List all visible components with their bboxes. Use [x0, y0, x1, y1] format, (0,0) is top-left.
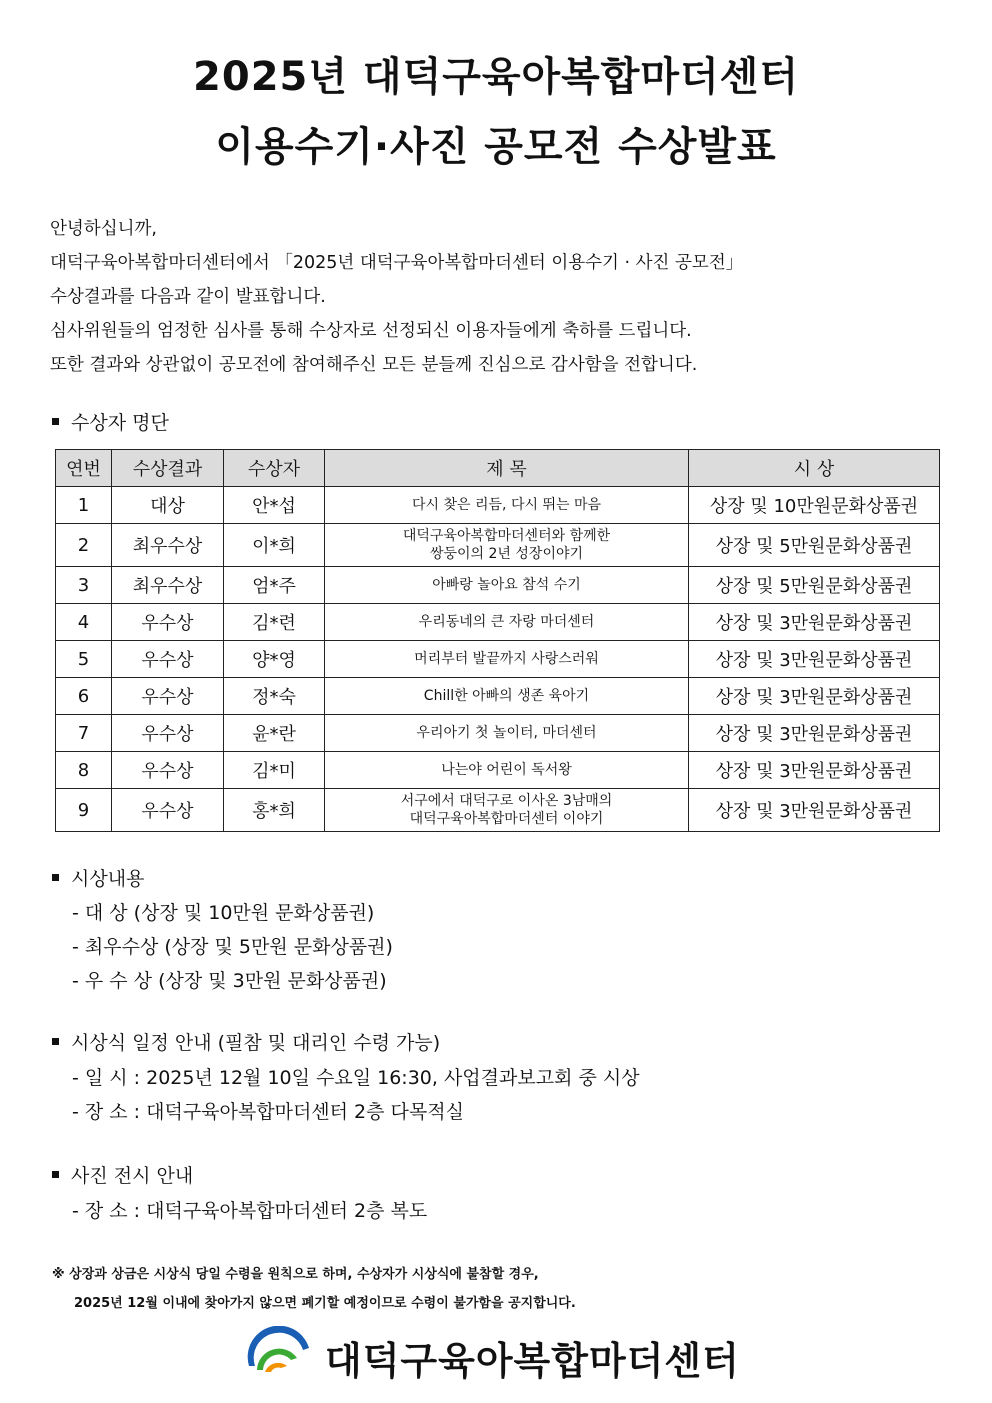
cell-title: [325, 524, 689, 567]
cell-prize: 상장 및 3만원문화상품권: [689, 604, 940, 641]
cell-title-line: 서구에서 대덕구로 이사온 3남매의: [400, 793, 613, 809]
award-item: - 대 상 (상장 및 10만원 문화상품권): [72, 902, 375, 924]
intro-line: 심사위원들의 엄정한 심사를 통해 수상자로 선정되신 이용자들에게 축하를 드립니다.: [50, 321, 692, 341]
cell-result: 대상: [112, 487, 224, 524]
bullet-icon: [52, 1171, 59, 1178]
cell-name: 양*영: [224, 641, 325, 678]
table-row: [56, 604, 940, 641]
cell-prize: 상장 및 3만원문화상품권: [689, 789, 940, 832]
cell-name: 김*미: [224, 752, 325, 789]
cell-title-line: 머리부터 발끝까지 사랑스러워: [414, 651, 599, 667]
bullet-icon: [52, 874, 59, 881]
cell-title-line: 우리아기 첫 놀이터, 마더센터: [416, 725, 597, 741]
cell-prize: 상장 및 3만원문화상품권: [689, 641, 940, 678]
table-row: [56, 641, 940, 678]
cell-title-line: 아빠랑 놀아요 참석 수기: [432, 577, 581, 593]
notice-line: 2025년 12월 이내에 찾아가지 않으면 폐기할 예정이므로 수령이 불가함을 공지합니다.: [74, 1296, 576, 1311]
page-title-line1: 2025년 대덕구육아복합마더센터: [193, 54, 799, 100]
cell-title: [325, 752, 689, 789]
ceremony-item: - 장 소 : 대덕구육아복합마더센터 2층 다목적실: [72, 1101, 464, 1123]
cell-result: 우수상: [112, 604, 224, 641]
header-title: 제 목: [325, 450, 689, 487]
cell-prize: 상장 및 3만원문화상품권: [689, 752, 940, 789]
table-row: [56, 524, 940, 567]
cell-name: 엄*주: [224, 567, 325, 604]
cell-no: 6: [56, 678, 112, 715]
center-logo-icon: [247, 1326, 315, 1374]
header-no: 연번: [56, 450, 112, 487]
cell-title: [325, 567, 689, 604]
cell-name: 이*희: [224, 524, 325, 567]
photo-heading: 사진 전시 안내: [52, 1161, 193, 1188]
cell-title: [325, 641, 689, 678]
bullet-icon: [52, 418, 59, 425]
cell-result: 우수상: [112, 789, 224, 832]
table-header-row: [56, 450, 940, 487]
cell-no: 2: [56, 524, 112, 567]
ceremony-item: - 일 시 : 2025년 12월 10일 수요일 16:30, 사업결과보고회 중 시상: [72, 1067, 640, 1089]
center-logo-text: 대덕구육아복합마더센터: [325, 1339, 740, 1383]
intro-line: 대덕구육아복합마더센터에서 「2025년 대덕구육아복합마더센터 이용수기 · 사진 공모전」: [50, 253, 744, 273]
table-row: [56, 567, 940, 604]
cell-no: 8: [56, 752, 112, 789]
cell-title-line: 나는야 어린이 독서왕: [441, 762, 572, 778]
cell-no: 7: [56, 715, 112, 752]
cell-title-line: 대덕구육아복합마더센터 이야기: [409, 811, 604, 827]
cell-name: 홍*희: [224, 789, 325, 832]
logo-arc-blue: [248, 1326, 309, 1366]
cell-prize: 상장 및 3만원문화상품권: [689, 678, 940, 715]
cell-prize: 상장 및 3만원문화상품권: [689, 715, 940, 752]
cell-title-line: 대덕구육아복합마더센터와 함께한: [402, 528, 611, 544]
cell-name: 김*련: [224, 604, 325, 641]
header-name: 수상자: [224, 450, 325, 487]
cell-result: 우수상: [112, 678, 224, 715]
cell-title: [325, 604, 689, 641]
logo-arc-orange: [265, 1363, 287, 1372]
cell-title-line: 쌍둥이의 2년 성장이야기: [429, 546, 584, 562]
award-heading: 시상내용: [52, 864, 144, 891]
intro-line: 또한 결과와 상관없이 공모전에 참여해주신 모든 분들께 진심으로 감사함을 전합니다.: [50, 355, 698, 375]
table-row: [56, 678, 940, 715]
cell-title-line: 다시 찾은 리듬, 다시 뛰는 마음: [412, 497, 601, 513]
table-row: [56, 789, 940, 832]
page-title-line2: 이용수기·사진 공모전 수상발표: [215, 124, 777, 170]
bullet-icon: [52, 1038, 59, 1045]
intro-paragraph: [50, 212, 743, 382]
cell-title: [325, 789, 689, 832]
award-item: - 최우수상 (상장 및 5만원 문화상품권): [72, 936, 393, 958]
cell-no: 3: [56, 567, 112, 604]
cell-result: 우수상: [112, 752, 224, 789]
cell-result: 우수상: [112, 641, 224, 678]
cell-title-line: 우리동네의 큰 자랑 마더센터: [418, 614, 595, 630]
intro-line: 안녕하십니까,: [50, 219, 157, 239]
cell-prize: 상장 및 5만원문화상품권: [689, 567, 940, 604]
cell-no: 1: [56, 487, 112, 524]
cell-result: 우수상: [112, 715, 224, 752]
cell-title-line: Chill한 아빠의 생존 육아기: [423, 688, 590, 704]
photo-item: - 장 소 : 대덕구육아복합마더센터 2층 복도: [72, 1200, 428, 1222]
ceremony-heading: 시상식 일정 안내 (필참 및 대리인 수령 가능): [52, 1028, 440, 1055]
cell-title: [325, 678, 689, 715]
cell-result: 최우수상: [112, 524, 224, 567]
cell-no: 4: [56, 604, 112, 641]
header-result: 수상결과: [112, 450, 224, 487]
cell-result: 최우수상: [112, 567, 224, 604]
table-row: [56, 715, 940, 752]
cell-title: [325, 715, 689, 752]
header-prize: 시 상: [689, 450, 940, 487]
cell-prize: 상장 및 5만원문화상품권: [689, 524, 940, 567]
table-row: [56, 752, 940, 789]
notice-line: ※ 상장과 상금은 시상식 당일 수령을 원칙으로 하며, 수상자가 시상식에 불참할 경우,: [52, 1267, 539, 1282]
table-row: [56, 487, 940, 524]
cell-no: 5: [56, 641, 112, 678]
cell-name: 정*숙: [224, 678, 325, 715]
winners-heading: 수상자 명단: [52, 408, 169, 435]
cell-name: 윤*란: [224, 715, 325, 752]
award-item: - 우 수 상 (상장 및 3만원 문화상품권): [72, 970, 387, 992]
winners-table: [55, 449, 940, 832]
intro-line: 수상결과를 다음과 같이 발표합니다.: [50, 287, 326, 307]
cell-title: [325, 487, 689, 524]
cell-prize: 상장 및 10만원문화상품권: [689, 487, 940, 524]
cell-no: 9: [56, 789, 112, 832]
cell-name: 안*섭: [224, 487, 325, 524]
